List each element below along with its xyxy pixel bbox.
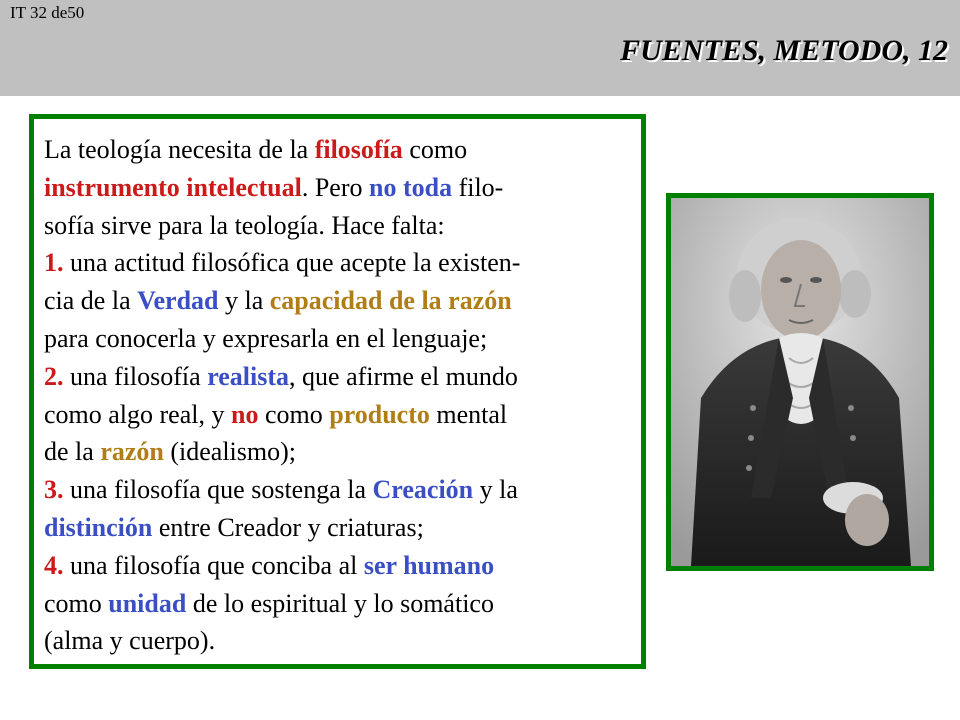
text-segment: y la (218, 286, 270, 316)
text-segment: de lo espiritual y lo somático (186, 588, 494, 618)
text-segment: como (402, 135, 468, 164)
text-segment: una filosofía que conciba al (63, 550, 364, 580)
text-segment: . Pero (301, 172, 369, 202)
text-segment: una filosofía (63, 361, 208, 391)
text-line-12 (44, 547, 629, 585)
text-segment: , que afirme el mundo (289, 361, 518, 391)
slide-number: IT 32 de50 (10, 3, 85, 22)
text-line-11 (44, 509, 629, 547)
text-segment: como (44, 588, 109, 618)
text-segment: de la (44, 437, 101, 467)
text-line-14: (alma y cuerpo). (44, 626, 216, 656)
text-segment: mental (429, 399, 508, 429)
emphasis-producto: producto (329, 399, 430, 429)
text-segment: y la (473, 475, 518, 505)
emphasis-no: no (231, 399, 259, 429)
emphasis-distincion: distinción (44, 512, 153, 542)
text-segment: como (258, 399, 330, 429)
list-number-1: 1. (44, 248, 64, 278)
text-segment: como algo real, y (44, 399, 231, 429)
list-number-2: 2. (44, 361, 64, 391)
main-text-box (29, 114, 646, 669)
emphasis-instrumento: instrumento intelectual (44, 172, 302, 202)
text-line-9 (44, 433, 629, 471)
text-line-8 (44, 396, 629, 434)
emphasis-unidad: unidad (108, 588, 187, 618)
text-line-1 (44, 131, 629, 169)
text-line-6: para conocerla y expresarla en el lenguaje; (44, 323, 488, 353)
emphasis-razon: razón (100, 437, 164, 467)
portrait-frame (666, 193, 934, 571)
text-line-3: sofía sirve para la teología. Hace falta: (44, 210, 445, 240)
list-number-4: 4. (44, 550, 64, 580)
emphasis-ser-humano: ser humano (363, 550, 495, 580)
text-line-2 (44, 169, 629, 207)
slide-title: FUENTES, METODO, 12 (620, 34, 948, 67)
portrait-image (671, 198, 929, 566)
emphasis-capacidad: capacidad de la razón (269, 286, 512, 316)
emphasis-no-toda: no toda (368, 172, 453, 202)
text-line-4 (44, 244, 629, 282)
text-segment: una actitud filosófica que acepte la existen- (63, 248, 521, 278)
text-segment: entre Creador y criaturas; (152, 512, 424, 542)
emphasis-creacion: Creación (372, 475, 474, 505)
emphasis-verdad: Verdad (137, 286, 219, 316)
header-bar (0, 0, 960, 96)
text-line-5 (44, 282, 629, 320)
text-segment: filo- (452, 172, 504, 202)
emphasis-realista: realista (207, 361, 290, 391)
text-segment: La teología necesita de la (44, 135, 315, 164)
emphasis-filosofia: filosofía (314, 135, 403, 164)
text-segment: cia de la (44, 286, 138, 316)
text-line-10 (44, 471, 629, 509)
text-segment: (idealismo); (163, 437, 296, 467)
text-segment: una filosofía que sostenga la (63, 475, 373, 505)
text-line-13 (44, 585, 629, 623)
list-number-3: 3. (44, 475, 64, 505)
text-line-7 (44, 358, 629, 396)
